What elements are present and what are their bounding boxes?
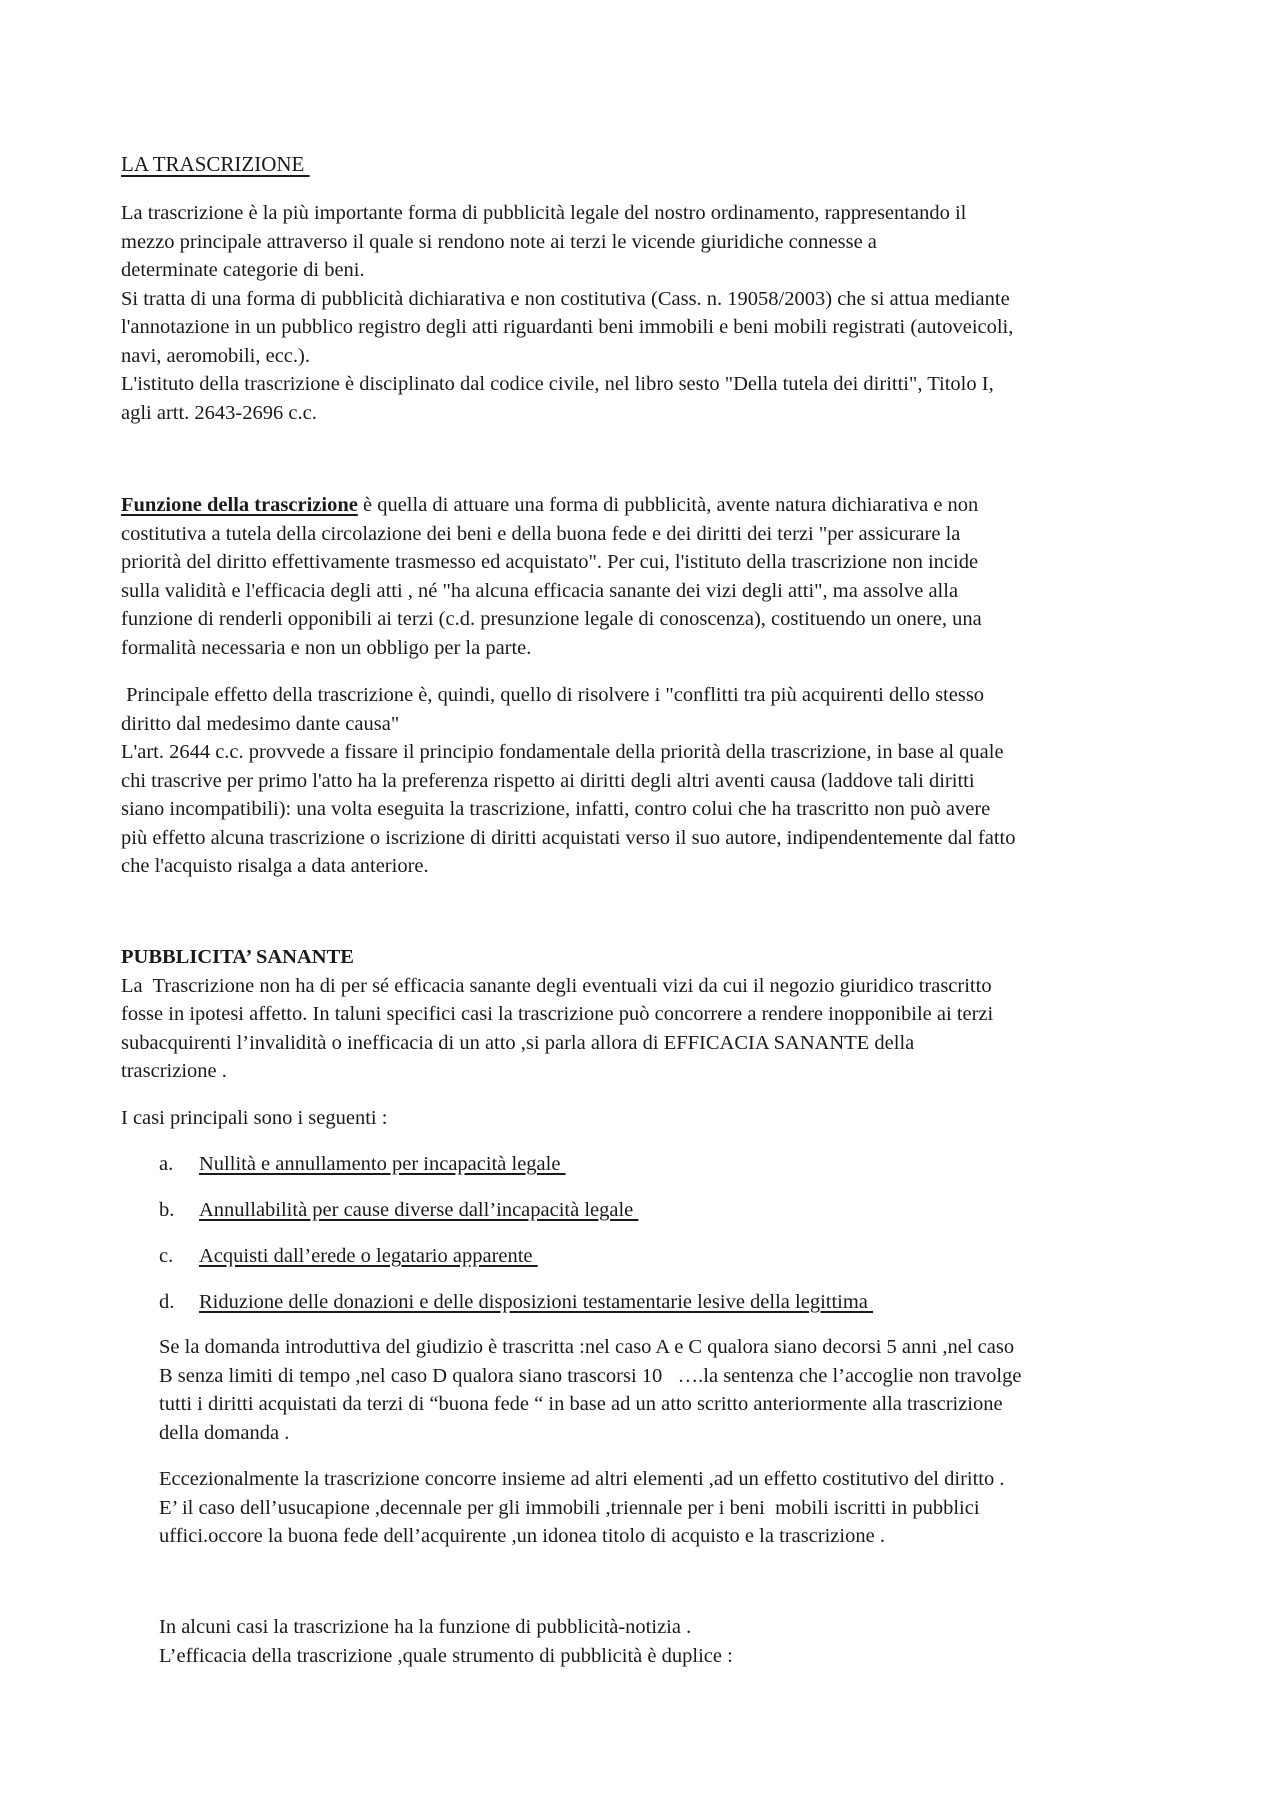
text-line: Si tratta di una forma di pubblicità dichiarativa e non costitutiva (Cass. n. 19058/2003) che si attua mediante: [121, 287, 1010, 310]
text-line: funzione di renderli opponibili ai terzi (c.d. presunzione legale di conoscenza), costituendo un onere, una: [121, 608, 982, 630]
text-line: [121, 491, 1166, 520]
list-item: [159, 1288, 873, 1316]
list-marker: b.: [159, 1199, 175, 1221]
text-line: diritto dal medesimo dante causa": [121, 712, 400, 735]
list-item: [159, 1150, 566, 1178]
text-line: trascrizione .: [121, 1060, 227, 1082]
text-line: mezzo principale attraverso il quale si rendono note ai terzi le vicende giuridiche connesse a: [121, 230, 877, 253]
document-title: LA TRASCRIZIONE: [121, 152, 310, 176]
list-marker: d.: [159, 1291, 175, 1313]
list-marker: a.: [159, 1153, 174, 1175]
text-line: sulla validità e l'efficacia degli atti , né "ha alcuna efficacia sanante dei vizi degli atti", ma assolve alla: [121, 579, 959, 602]
text-line: subacquirenti l’invalidità o inefficacia di un atto ,si parla allora di EFFICACIA SANANTE della: [121, 1031, 915, 1054]
list-marker: c.: [159, 1245, 174, 1267]
list-item: [159, 1242, 538, 1270]
text-line: L'istituto della trascrizione è disciplinato dal codice civile, nel libro sesto "Della tutela dei diritti", Titolo I,: [121, 373, 994, 395]
sanante-paragraph: [121, 943, 1166, 1086]
text-line: Principale effetto della trascrizione è, quindi, quello di risolvere i "conflitti tra più acquirenti dello stesso: [121, 684, 985, 706]
list-item-text: Annullabilità per cause diverse dall’incapacità legale: [199, 1199, 639, 1221]
intro-paragraph: [121, 199, 1166, 427]
eccezionalmente-paragraph: [159, 1465, 1169, 1551]
text-line: I casi principali sono i seguenti :: [121, 1107, 388, 1129]
text-line: più effetto alcuna trascrizione o iscrizione di diritti acquistati verso il suo autore, indipendentemente dal fatto: [121, 826, 1016, 849]
list-item-text: Nullità e annullamento per incapacità legale: [199, 1153, 566, 1175]
text-line: fosse in ipotesi affetto. In taluni specifici casi la trascrizione può concorrere a rendere inopponibile ai terzi: [121, 1003, 994, 1025]
funzione-paragraph: [121, 491, 1166, 662]
text-line: formalità necessaria e non un obbligo per la parte.: [121, 636, 532, 659]
text-line: Eccezionalmente la trascrizione concorre insieme ad altri elementi ,ad un effetto costitutivo del diritto .: [159, 1468, 1005, 1490]
text-line: Se la domanda introduttiva del giudizio è trascritta :nel caso A e C qualora siano decorsi 5 anni ,nel caso: [159, 1336, 1015, 1358]
text-line: La trascrizione è la più importante forma di pubblicità legale del nostro ordinamento, rappresentando il: [121, 202, 967, 224]
text-line: determinate categorie di beni.: [121, 259, 365, 281]
text-line: In alcuni casi la trascrizione ha la funzione di pubblicità-notizia .: [159, 1616, 692, 1638]
text-line: chi trascrive per primo l'atto ha la preferenza rispetto ai diritti degli altri aventi causa (laddove tali diritti: [121, 769, 975, 792]
funzione-first-line: è quella di attuare una forma di pubblicità, avente natura dichiarativa e non: [357, 494, 979, 516]
domanda-paragraph: [159, 1333, 1169, 1447]
text-line: E’ il caso dell’usucapione ,decennale per gli immobili ,triennale per i beni mobili iscritti in pubblici: [159, 1496, 980, 1519]
text-line: l'annotazione in un pubblico registro degli atti riguardanti beni immobili e beni mobili registrati (autoveicoli,: [121, 316, 1014, 338]
text-line: della domanda .: [159, 1421, 290, 1444]
notizia-paragraph: [159, 1613, 1169, 1670]
text-line: costitutiva a tutela della circolazione dei beni e della buona fede e dei diritti dei terzi "per assicurare la: [121, 522, 961, 545]
effetto-paragraph: [121, 681, 1166, 881]
text-line: tutti i diritti acquistati da terzi di “buona fede “ in base ad un atto scritto anteriormente alla trascrizione: [159, 1393, 1003, 1415]
text-line: priorità del diritto effettivamente trasmesso ed acquistato". Per cui, l'istituto della trascrizione non incide: [121, 551, 979, 573]
list-item-text: Acquisti dall’erede o legatario apparente: [199, 1245, 538, 1267]
list-item: [159, 1196, 638, 1224]
text-line: L'art. 2644 c.c. provvede a fissare il principio fondamentale della priorità della trascrizione, in base al quale: [121, 741, 1004, 763]
text-line: che l'acquisto risalga a data anteriore.: [121, 855, 429, 877]
sanante-heading: PUBBLICITA’ SANANTE: [121, 946, 354, 968]
text-line: uffici.occore la buona fede dell’acquirente ,un idonea titolo di acquisto e la trascrizione .: [159, 1525, 885, 1547]
casi-intro: [121, 1104, 1166, 1133]
text-line: La Trascrizione non ha di per sé efficacia sanante degli eventuali vizi da cui il negozio giuridico trascritto: [121, 974, 992, 997]
text-line: navi, aeromobili, ecc.).: [121, 344, 310, 367]
text-line: siano incompatibili): una volta eseguita la trascrizione, infatti, contro colui che ha trascritto non può avere: [121, 798, 991, 820]
text-line: agli artt. 2643-2696 c.c.: [121, 401, 317, 424]
text-line: L’efficacia della trascrizione ,quale strumento di pubblicità è duplice :: [159, 1644, 733, 1667]
text-line: B senza limiti di tempo ,nel caso D qualora siano trascorsi 10 ….la sentenza che l’accoglie non travolge: [159, 1364, 1022, 1387]
list-item-text: Riduzione delle donazioni e delle disposizioni testamentarie lesive della legittima: [199, 1291, 874, 1313]
funzione-heading: Funzione della trascrizione: [121, 494, 358, 516]
